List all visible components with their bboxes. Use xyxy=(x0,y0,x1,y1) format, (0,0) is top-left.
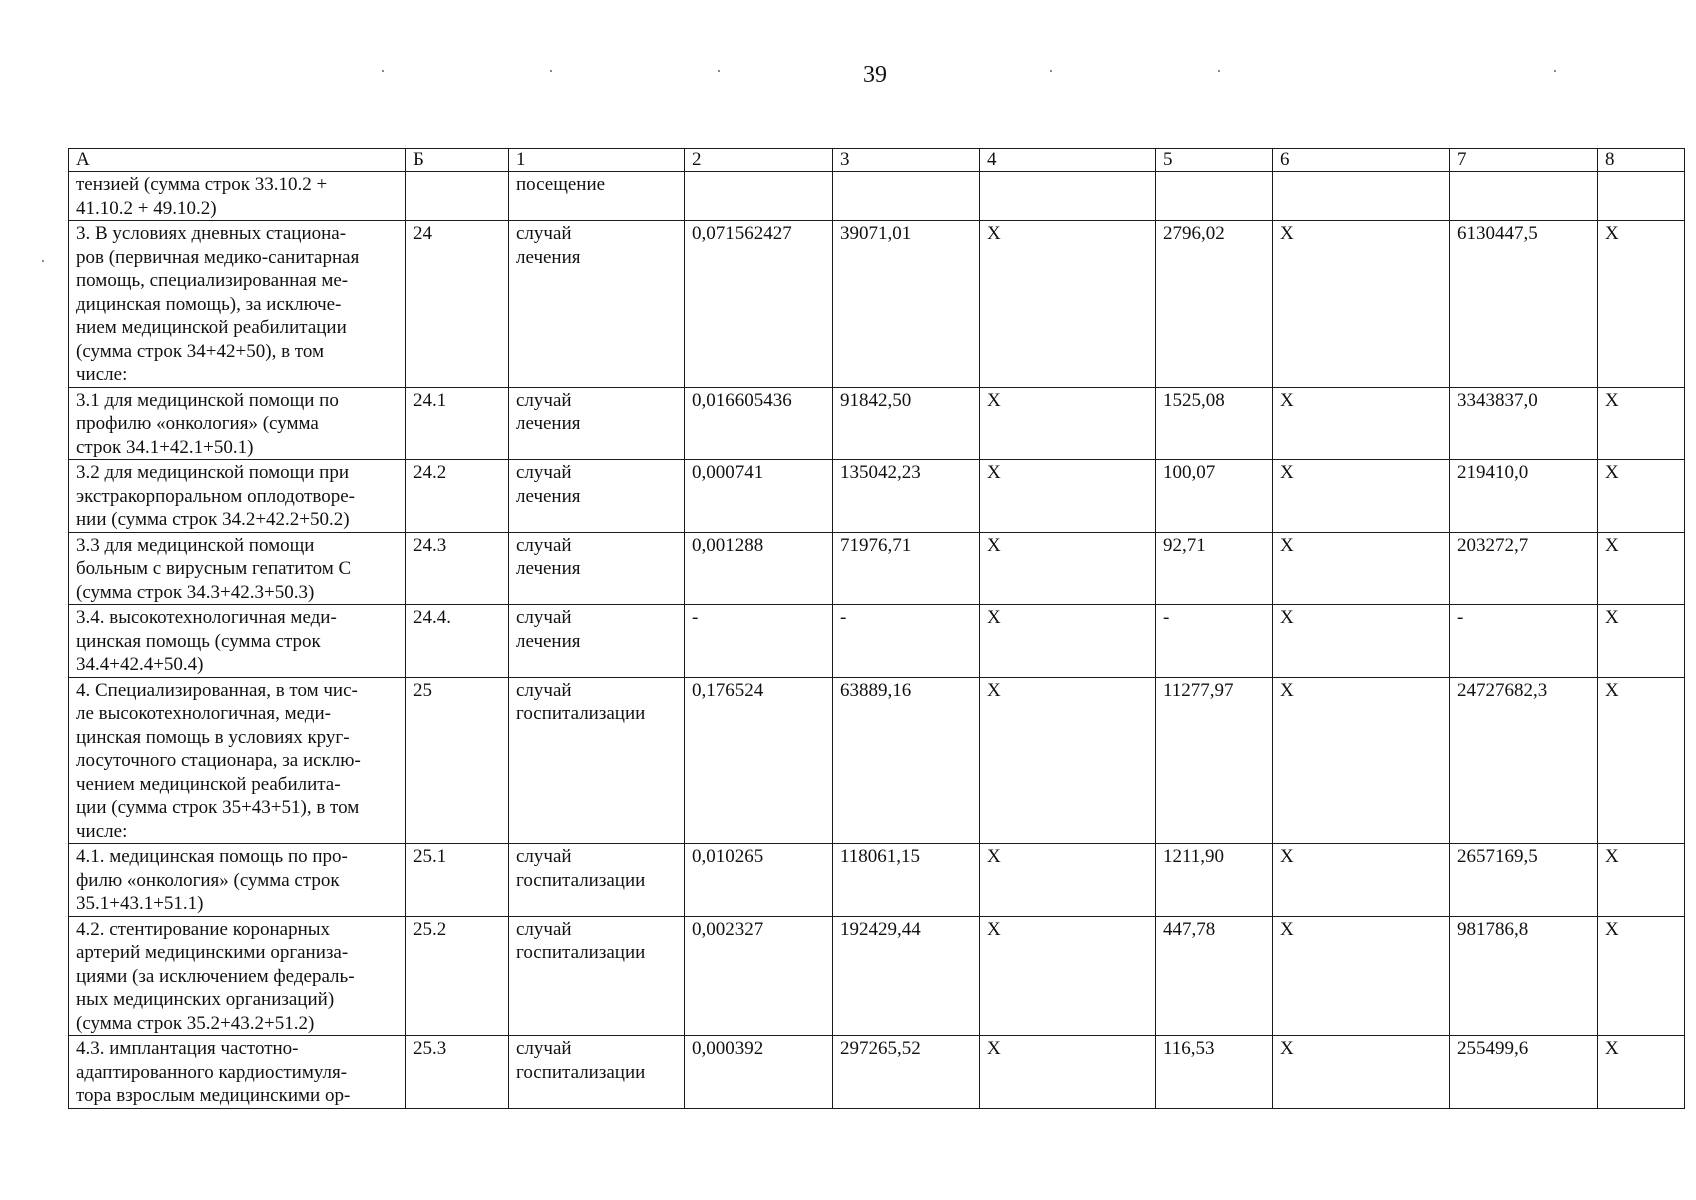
cell-text: 24.3 xyxy=(413,534,447,556)
cell-text: 4.1. медицинская помощь по про- филю «онкология» (сумма строк 35.1+43.1+51.1) xyxy=(76,846,348,914)
cell-text: случай госпитализации xyxy=(516,1038,646,1083)
cell-text: 24.2 xyxy=(413,462,447,483)
table-cell xyxy=(1273,172,1450,221)
cell-text: 1525,08 xyxy=(1163,389,1225,411)
table-cell xyxy=(69,1036,406,1109)
table-cell xyxy=(1450,916,1598,1036)
column-header: 5 xyxy=(1156,149,1273,172)
table-cell xyxy=(685,844,833,917)
cell-text: случай лечения xyxy=(516,389,581,434)
column-header: А xyxy=(69,149,406,172)
cell-text: 1211,90 xyxy=(1163,846,1225,867)
scan-speck xyxy=(1050,70,1052,72)
table-cell xyxy=(833,844,980,917)
cell-text: 92,71 xyxy=(1163,534,1206,556)
cell-text: Х xyxy=(1605,534,1619,556)
table-cell xyxy=(509,532,685,605)
cell-text: Х xyxy=(987,534,1001,556)
table-cell xyxy=(1273,1036,1450,1109)
cell-text: - xyxy=(840,607,847,628)
cell-text: Х xyxy=(1280,918,1294,940)
table-cell xyxy=(833,387,980,460)
table-cell xyxy=(1450,844,1598,917)
cell-text: 219410,0 xyxy=(1457,462,1529,483)
table-cell xyxy=(1273,221,1450,388)
table-cell xyxy=(685,532,833,605)
table-cell xyxy=(1156,677,1273,844)
cell-text: Х xyxy=(1280,389,1294,411)
data-table xyxy=(68,148,1685,1109)
cell-text: Х xyxy=(1605,462,1619,483)
cell-text: 63889,16 xyxy=(840,679,912,701)
table-cell xyxy=(980,1036,1156,1109)
table-cell xyxy=(1273,605,1450,678)
table-cell xyxy=(69,677,406,844)
cell-text: Х xyxy=(987,223,1001,244)
cell-text: 3.4. высокотехнологичная меди- цинская помощь (сумма строк 34.4+42.4+50.4) xyxy=(76,607,337,675)
table-row xyxy=(69,677,1685,844)
column-header: 1 xyxy=(509,149,685,172)
cell-text: Х xyxy=(987,1038,1001,1059)
cell-text: 192429,44 xyxy=(840,918,921,940)
cell-text: 25.1 xyxy=(413,846,447,867)
cell-text: Х xyxy=(1605,846,1619,867)
cell-text: 25.2 xyxy=(413,918,447,940)
table-cell xyxy=(69,532,406,605)
table-cell xyxy=(406,916,509,1036)
table-cell xyxy=(1156,221,1273,388)
cell-text: 0,176524 xyxy=(692,679,764,701)
table-cell xyxy=(406,1036,509,1109)
table-cell xyxy=(69,844,406,917)
cell-text: 0,010265 xyxy=(692,846,764,867)
table-cell xyxy=(1273,387,1450,460)
table-cell xyxy=(833,677,980,844)
table-cell xyxy=(1598,844,1685,917)
table-cell xyxy=(980,172,1156,221)
cell-text: - xyxy=(1163,607,1170,628)
table-cell xyxy=(833,221,980,388)
cell-text: Х xyxy=(1280,462,1294,483)
table-cell xyxy=(509,387,685,460)
table-cell xyxy=(833,460,980,533)
cell-text: 0,002327 xyxy=(692,918,764,940)
table-cell xyxy=(406,605,509,678)
cell-text: случай лечения xyxy=(516,223,581,268)
table-row xyxy=(69,460,1685,533)
table-cell xyxy=(69,916,406,1036)
table-cell xyxy=(509,1036,685,1109)
table-cell xyxy=(406,844,509,917)
scan-speck xyxy=(42,260,44,262)
table-cell xyxy=(69,605,406,678)
table-cell xyxy=(1598,916,1685,1036)
table-cell xyxy=(980,605,1156,678)
table-cell xyxy=(509,221,685,388)
cell-text: Х xyxy=(987,607,1001,628)
table-cell xyxy=(1598,1036,1685,1109)
table-cell xyxy=(69,460,406,533)
table-cell xyxy=(406,172,509,221)
cell-text: Х xyxy=(1280,679,1294,701)
column-header: Б xyxy=(406,149,509,172)
table-cell xyxy=(1273,916,1450,1036)
table-cell xyxy=(406,221,509,388)
cell-text: случай лечения xyxy=(516,607,581,652)
table-cell xyxy=(406,460,509,533)
cell-text: 2796,02 xyxy=(1163,223,1225,244)
cell-text: 39071,01 xyxy=(840,223,912,244)
cell-text: 25.3 xyxy=(413,1038,447,1059)
scan-speck xyxy=(550,70,552,72)
cell-text: 4.2. стентирование коронарных артерий медицинскими организа- циями (за исключением федераль- ных медицинских организаций) (сумма строк 35.2+43.2+51.2) xyxy=(76,918,355,1034)
table-cell xyxy=(833,916,980,1036)
table-cell xyxy=(685,460,833,533)
cell-text: 11277,97 xyxy=(1163,679,1234,701)
cell-text: случай лечения xyxy=(516,462,581,507)
table-row xyxy=(69,844,1685,917)
column-header: 6 xyxy=(1273,149,1450,172)
cell-text: - xyxy=(1457,607,1464,628)
table-row xyxy=(69,532,1685,605)
table-cell xyxy=(1273,532,1450,605)
table-cell xyxy=(833,605,980,678)
table-cell xyxy=(1156,844,1273,917)
cell-text: Х xyxy=(1280,223,1294,244)
table-cell xyxy=(1450,1036,1598,1109)
table-cell xyxy=(980,677,1156,844)
cell-text: 4. Специализированная, в том чис- ле высокотехнологичная, меди- цинская помощь в условиях круг- лосуточного стационара, за исклю- чением медицинской реабилита- ции (сумма строк 35+43+51), в том числе: xyxy=(76,679,361,842)
table-cell xyxy=(685,387,833,460)
cell-text: 0,071562427 xyxy=(692,223,792,244)
table-cell xyxy=(1156,916,1273,1036)
cell-text: Х xyxy=(987,389,1001,411)
cell-text: 24.1 xyxy=(413,389,447,411)
table-cell xyxy=(1156,460,1273,533)
table-cell xyxy=(1450,677,1598,844)
table-cell xyxy=(685,1036,833,1109)
table-cell xyxy=(980,221,1156,388)
cell-text: 981786,8 xyxy=(1457,918,1529,940)
cell-text: Х xyxy=(987,462,1001,483)
table-cell xyxy=(980,387,1156,460)
cell-text: случай госпитализации xyxy=(516,846,646,891)
table-cell xyxy=(509,172,685,221)
cell-text: 3.1 для медицинской помощи по профилю «онкология» (сумма строк 34.1+42.1+50.1) xyxy=(76,389,339,458)
table-header-row xyxy=(69,149,1685,172)
cell-text: - xyxy=(692,607,699,628)
column-header: 4 xyxy=(980,149,1156,172)
cell-text: 0,001288 xyxy=(692,534,764,556)
table-cell xyxy=(685,605,833,678)
table-cell xyxy=(1273,677,1450,844)
cell-text: 3. В условиях дневных стациона- ров (первичная медико-санитарная помощь, специализированная ме- дицинская помощь), за исключе- нием медицинской реабилитации (сумма строк 34+42+50), в том числе: xyxy=(76,223,360,385)
table-cell xyxy=(509,677,685,844)
cell-text: Х xyxy=(987,679,1001,701)
cell-text: 6130447,5 xyxy=(1457,223,1538,244)
cell-text: 3343837,0 xyxy=(1457,389,1538,411)
table-cell xyxy=(1450,460,1598,533)
table-cell xyxy=(1156,532,1273,605)
table-cell xyxy=(1598,532,1685,605)
cell-text: 24.4. xyxy=(413,607,451,628)
table-cell xyxy=(685,916,833,1036)
table-cell xyxy=(1156,1036,1273,1109)
table-cell xyxy=(69,172,406,221)
table-cell xyxy=(406,677,509,844)
table-cell xyxy=(1450,387,1598,460)
table-row xyxy=(69,1036,1685,1109)
table-cell xyxy=(1598,677,1685,844)
table-cell xyxy=(1273,460,1450,533)
cell-text: 135042,23 xyxy=(840,462,921,483)
cell-text: Х xyxy=(987,918,1001,940)
table-row xyxy=(69,916,1685,1036)
table-cell xyxy=(685,221,833,388)
table-cell xyxy=(1156,387,1273,460)
table-cell xyxy=(1598,387,1685,460)
scan-speck xyxy=(1554,70,1556,72)
scan-speck xyxy=(718,70,720,72)
cell-text: 71976,71 xyxy=(840,534,912,556)
page-number: 39 xyxy=(863,62,887,88)
table-row xyxy=(69,221,1685,388)
table-cell xyxy=(1156,605,1273,678)
cell-text: Х xyxy=(1280,1038,1294,1059)
cell-text: 0,000741 xyxy=(692,462,764,483)
cell-text: Х xyxy=(987,846,1001,867)
table-cell xyxy=(69,221,406,388)
table-cell xyxy=(509,916,685,1036)
table-body xyxy=(69,172,1685,1109)
table-cell xyxy=(833,1036,980,1109)
table-cell xyxy=(1598,172,1685,221)
table-cell xyxy=(980,916,1156,1036)
table-cell xyxy=(1598,221,1685,388)
cell-text: 2657169,5 xyxy=(1457,846,1538,867)
cell-text: случай госпитализации xyxy=(516,679,646,724)
table-cell xyxy=(1450,605,1598,678)
cell-text: 297265,52 xyxy=(840,1038,921,1059)
cell-text: случай госпитализации xyxy=(516,918,646,963)
cell-text: Х xyxy=(1605,389,1619,411)
table-row xyxy=(69,387,1685,460)
table-cell xyxy=(1450,221,1598,388)
cell-text: тензией (сумма строк 33.10.2 + 41.10.2 + 49.10.2) xyxy=(76,174,328,219)
cell-text: 3.2 для медицинской помощи при экстракорпоральном оплодотворе- нии (сумма строк 34.2+42.2+50.2) xyxy=(76,462,355,530)
table-cell xyxy=(685,677,833,844)
cell-text: 4.3. имплантация частотно- адаптированного кардиостимуля- тора взрослым медицинскими ор- xyxy=(76,1038,351,1106)
table-cell xyxy=(1598,605,1685,678)
table-cell xyxy=(833,532,980,605)
cell-text: 100,07 xyxy=(1163,462,1216,483)
cell-text: 118061,15 xyxy=(840,846,921,867)
cell-text: Х xyxy=(1605,607,1619,628)
table-cell xyxy=(406,387,509,460)
cell-text: Х xyxy=(1280,607,1294,628)
cell-text: 3.3 для медицинской помощи больным с вирусным гепатитом С (сумма строк 34.3+42.3+50.3) xyxy=(76,534,352,603)
table-cell xyxy=(1598,460,1685,533)
cell-text: 203272,7 xyxy=(1457,534,1529,556)
cell-text: 0,000392 xyxy=(692,1038,764,1059)
cell-text: 447,78 xyxy=(1163,918,1216,940)
table-cell xyxy=(833,172,980,221)
column-header: 8 xyxy=(1598,149,1685,172)
table-row xyxy=(69,605,1685,678)
table-cell xyxy=(980,532,1156,605)
scan-speck xyxy=(382,70,384,72)
column-header: 2 xyxy=(685,149,833,172)
cell-text: Х xyxy=(1605,223,1619,244)
table-cell xyxy=(685,172,833,221)
table-cell xyxy=(509,460,685,533)
table-cell xyxy=(1450,172,1598,221)
cell-text: 24 xyxy=(413,223,432,244)
table-cell xyxy=(406,532,509,605)
table-cell xyxy=(1156,172,1273,221)
table-cell xyxy=(1450,532,1598,605)
cell-text: Х xyxy=(1605,679,1619,701)
table-row xyxy=(69,172,1685,221)
cell-text: Х xyxy=(1280,534,1294,556)
table-cell xyxy=(69,387,406,460)
cell-text: случай лечения xyxy=(516,534,581,579)
column-header: 3 xyxy=(833,149,980,172)
table-cell xyxy=(1273,844,1450,917)
cell-text: 91842,50 xyxy=(840,389,912,411)
cell-text: Х xyxy=(1605,1038,1619,1059)
column-header: 7 xyxy=(1450,149,1598,172)
table-cell xyxy=(509,605,685,678)
cell-text: Х xyxy=(1605,918,1619,940)
cell-text: 255499,6 xyxy=(1457,1038,1529,1059)
cell-text: 24727682,3 xyxy=(1457,679,1548,701)
table-cell xyxy=(509,844,685,917)
scan-speck xyxy=(1218,70,1220,72)
cell-text: посещение xyxy=(516,174,606,195)
cell-text: 116,53 xyxy=(1163,1038,1215,1059)
cell-text: 0,016605436 xyxy=(692,389,792,411)
table-cell xyxy=(980,844,1156,917)
cell-text: Х xyxy=(1280,846,1294,867)
cell-text: 25 xyxy=(413,679,432,701)
table-cell xyxy=(980,460,1156,533)
